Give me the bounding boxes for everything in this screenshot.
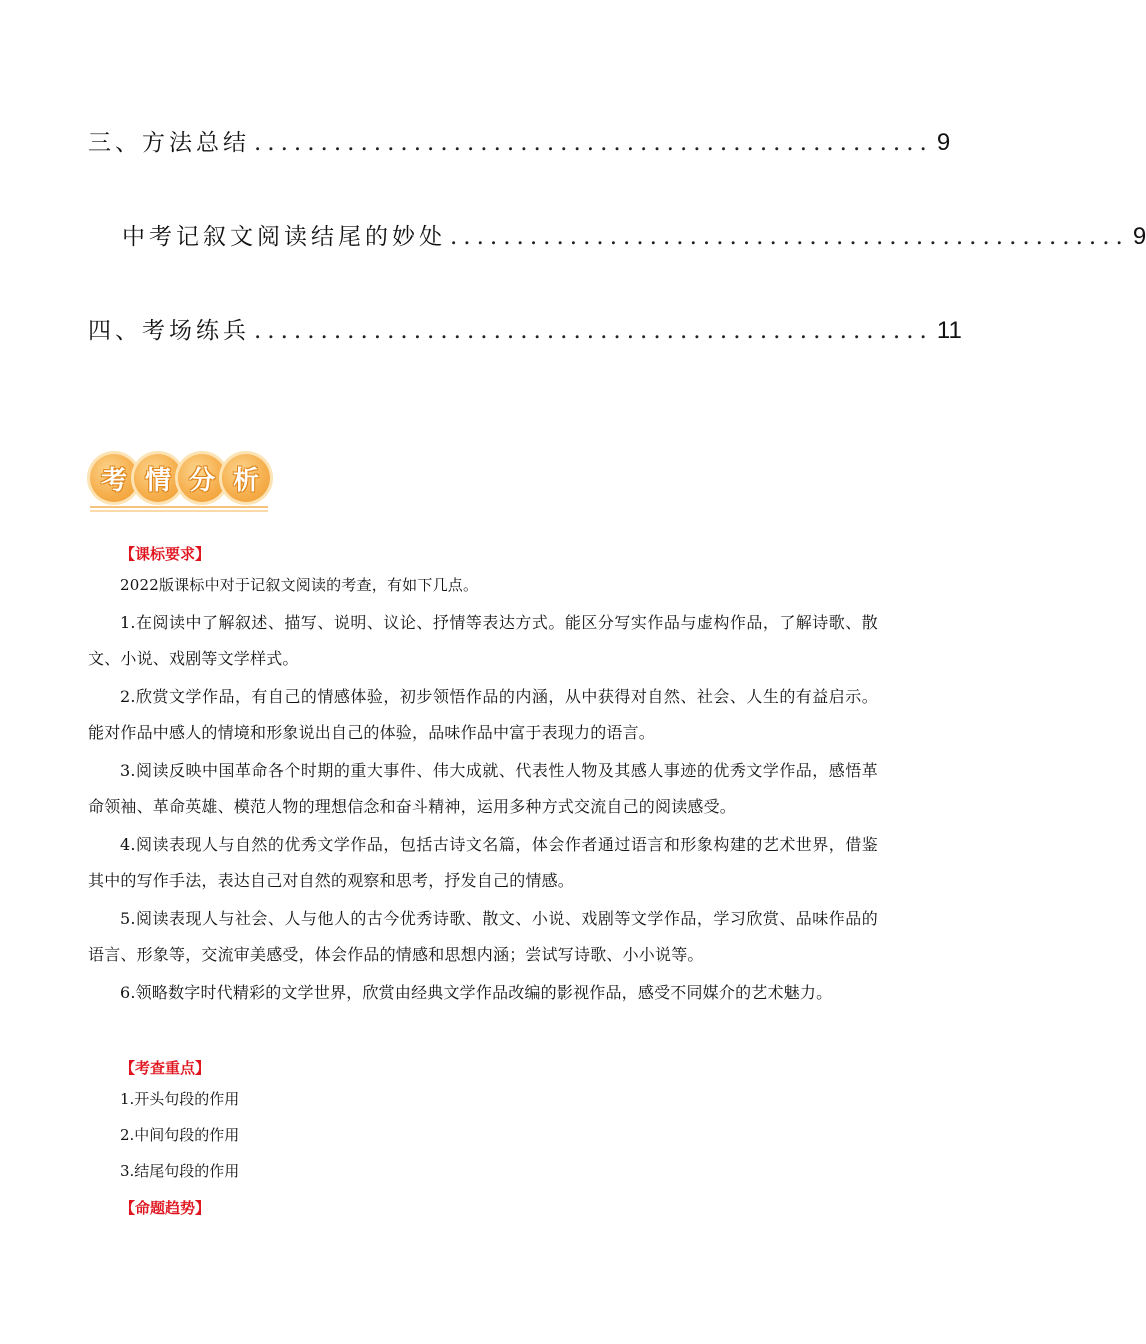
toc-page-number: 9 [1132,223,1146,250]
toc-page-number: 11 [936,317,962,344]
banner-char-circle: 情 [134,454,182,502]
toc-entry-exam-practice[interactable] [88,312,962,346]
banner-underline [90,506,268,508]
toc-entry-ending-wonders[interactable] [122,218,1146,252]
banner-char-circle: 分 [178,454,226,502]
banner-char-circle: 考 [90,454,138,502]
toc-leader-dots: ................................................... [254,318,933,344]
toc-leader-dots: ................................................... [450,224,1129,250]
focus-item: 3.结尾句段的作用 [120,1162,240,1180]
heading-curriculum-requirements: 【课标要求】 [120,545,211,563]
banner-underline [90,510,268,512]
focus-item: 2.中间句段的作用 [120,1126,240,1144]
curriculum-item: 1.在阅读中了解叙述、描写、说明、议论、抒情等表达方式。能区分写实作品与虚构作品，了解诗歌、散文、小说、戏剧等文学样式。 [88,613,878,668]
toc-entry-title: 四、考场练兵 [88,318,250,344]
toc-entry-method-summary[interactable] [88,124,951,158]
curriculum-item: 6.领略数字时代精彩的文学世界，欣赏由经典文学作品改编的影视作品，感受不同媒介的艺术魅力。 [120,983,833,1002]
heading-exam-focus: 【考查重点】 [120,1059,211,1077]
toc-page-number: 9 [936,129,951,156]
heading-question-trends: 【命题趋势】 [120,1199,211,1217]
toc-leader-dots: ................................................... [254,130,933,156]
toc-entry-title: 三、方法总结 [88,130,250,156]
curriculum-intro: 2022版课标中对于记叙文阅读的考查，有如下几点。 [120,576,479,594]
section-banner [88,452,272,514]
focus-item: 1.开头句段的作用 [120,1090,240,1108]
toc-entry-title: 中考记叙文阅读结尾的妙处 [122,224,446,250]
curriculum-item: 2.欣赏文学作品，有自己的情感体验，初步领悟作品的内涵，从中获得对自然、社会、人生的有益启示。能对作品中感人的情境和形象说出自己的体验，品味作品中富于表现力的语言。 [88,687,878,742]
curriculum-item: 5.阅读表现人与社会、人与他人的古今优秀诗歌、散文、小说、戏剧等文学作品，学习欣赏、品味作品的语言、形象等，交流审美感受，体会作品的情感和思想内涵；尝试写诗歌、小小说等。 [88,909,878,964]
banner-char-circle: 析 [222,454,270,502]
curriculum-item: 4.阅读表现人与自然的优秀文学作品，包括古诗文名篇，体会作者通过语言和形象构建的艺术世界，借鉴其中的写作手法，表达自己对自然的观察和思考，抒发自己的情感。 [88,835,878,890]
curriculum-item: 3.阅读反映中国革命各个时期的重大事件、伟大成就、代表性人物及其感人事迹的优秀文学作品，感悟革命领袖、革命英雄、模范人物的理想信念和奋斗精神，运用多种方式交流自己的阅读感受。 [88,761,878,816]
